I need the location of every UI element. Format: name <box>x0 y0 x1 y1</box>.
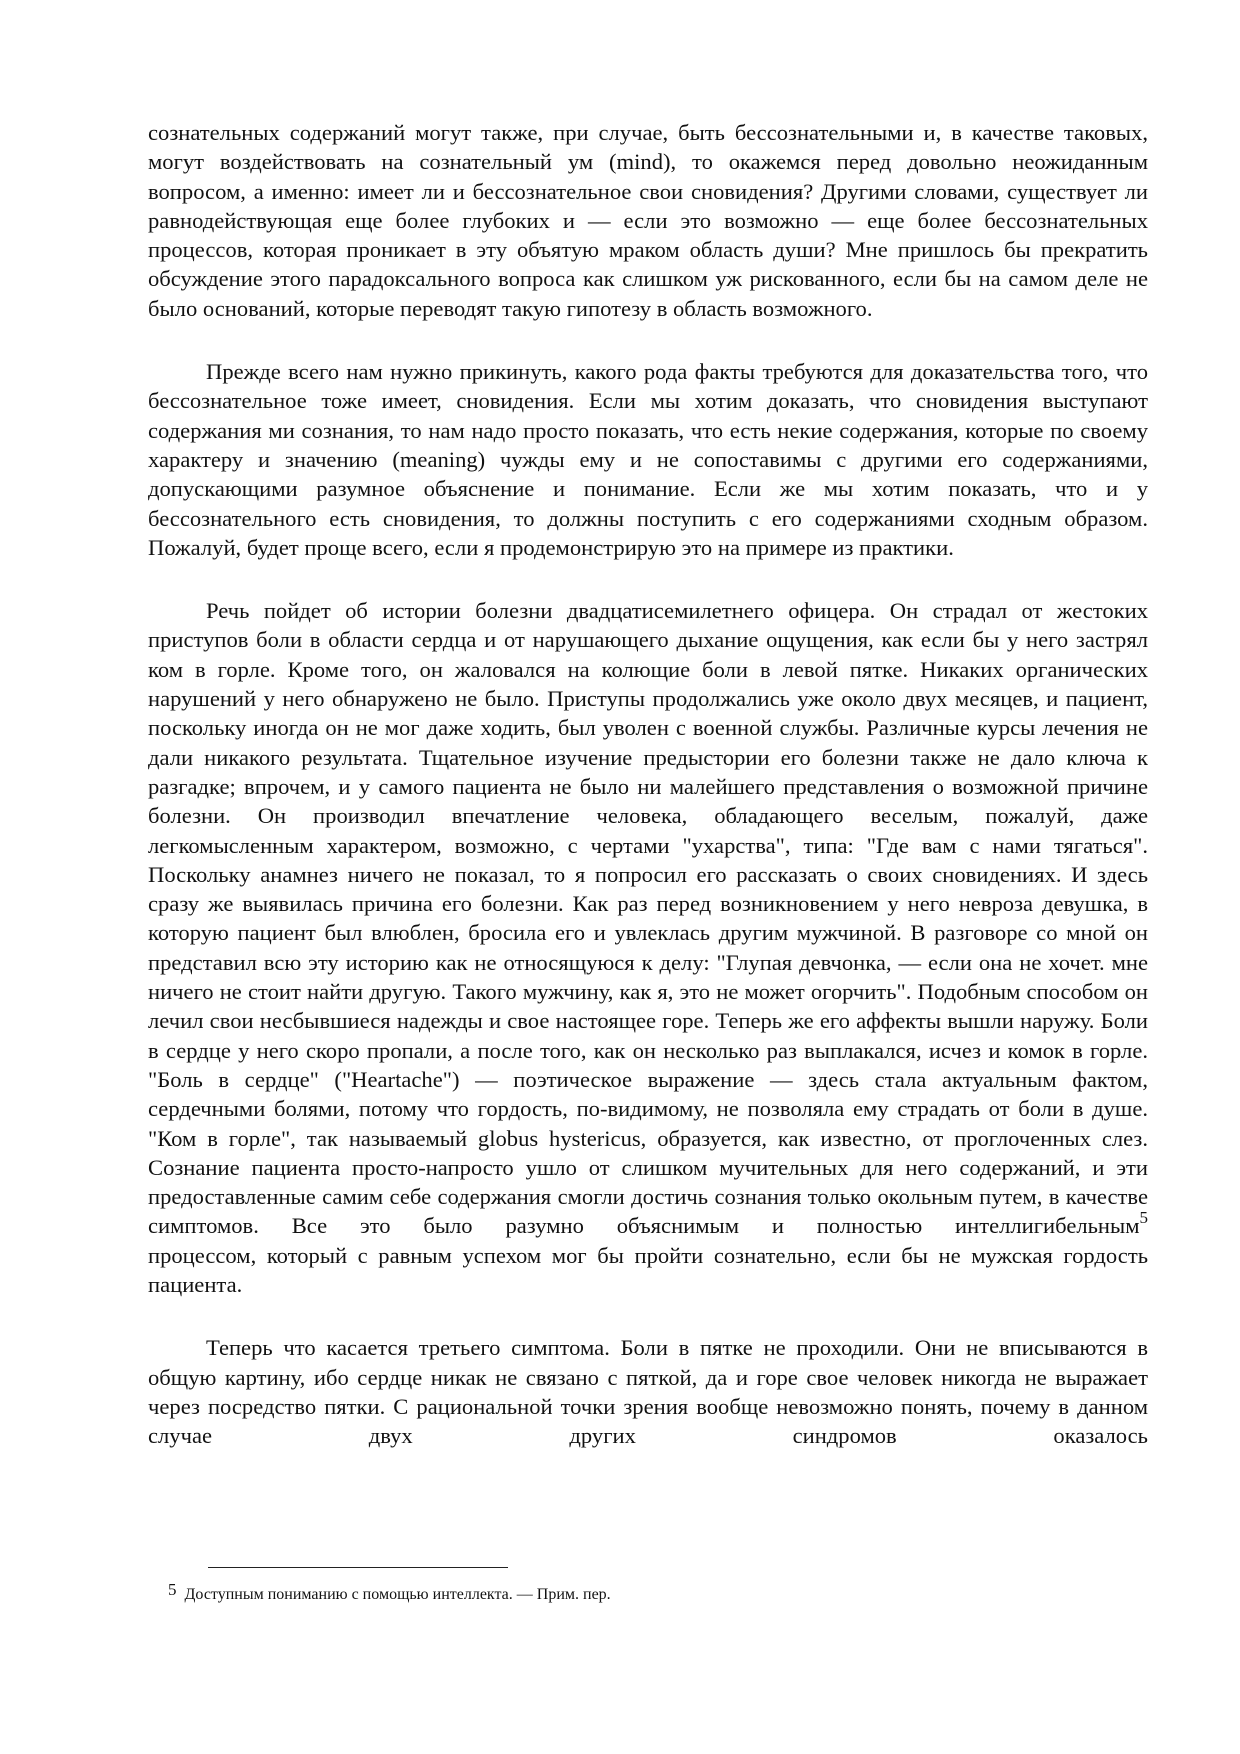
footnote-separator <box>208 1567 508 1568</box>
footnote-text: Доступным пониманию с помощью интеллекта. — Прим. пер. <box>184 1586 611 1603</box>
footnote-number: 5 <box>168 1580 177 1599</box>
paragraph-3-continuation: процессом, который с равным успехом мог бы пройти сознательно, если бы не мужская гордость пациента. <box>148 1242 1148 1297</box>
paragraph-3 <box>148 596 1148 1241</box>
paragraph-2: Прежде всего нам нужно прикинуть, какого рода факты требуются для доказательства того, что бессознательное тоже имеет, сновидения. Если мы хотим доказать, что сновидения выступают содержания ми сознания, то нам надо просто показать, что есть некие содержания, которые по своему характеру и значению (meaning) чужды ему и не сопоставимы с другими его содержаниями, допускающими разумное объяснение и понимание. Если же мы хотим показать, что и у бессознательного есть сновидения, то должны поступить с его содержаниями сходным образом. Пожалуй, будет проще всего, если я продемонстрирую это на примере из практики. <box>148 359 1148 560</box>
paragraph-3-text: Речь пойдет об истории болезни двадцатисемилетнего офицера. Он страдал от жестоких приступов боли в области сердца и от нарушающего дыхание ощущения, как если бы у него застрял ком в горле. Кроме того, он жаловался на колющие боли в левой пятке. Никаких органических нарушений у него обнаружено не было. Приступы продолжались уже около двух месяцев, и пациент, поскольку иногда он не мог даже ходить, был уволен с военной службы. Различные курсы лечения не дали никакого результата. Тщательное изучение предыстории его болезни также не дало ключа к разгадке; впрочем, и у самого пациента не было ни малейшего представления о возможной причине болезни. Он производил впечатление человека, обладающего веселым, пожалуй, даже легкомысленным характером, возможно, с чертами "ухарства", типа: "Где вам с нами тягаться". Поскольку анамнез ничего не показал, то я попросил его рассказать о своих сновидениях. И здесь сразу же выявилась причина его болезни. Как раз перед возникновением у него невроза девушка, в которую пациент был влюблен, бросила его и увлеклась другим мужчиной. В разговоре со мной он представил всю эту историю как не относящуюся к делу: "Глупая девчонка, — если она не хочет. мне ничего не стоит найти другую. Такого мужчину, как я, это не может огорчить". Подобным способом он лечил свои несбывшиеся надежды и свое настоящее горе. Теперь же его аффекты вышли наружу. Боли в сердце у него скоро пропали, а после того, как он несколько раз выплакался, исчез и комок в горле. "Боль в сердце" ("Heartache") — поэтическое выражение — здесь стала актуальным фактом, сердечными болями, потому что гордость, по-видимому, не позволяла ему страдать от боли в душе. "Ком в горле", так называемый globus hystericus, образуется, как известно, от проглоченных слез. Сознание пациента просто-напросто ушло от слишком мучительных для него содержаний, и эти предоставленные самим себе содержания смогли достичь сознания только окольным путем, в качестве симптомов. Все это было разумно объяснимым и полностью интеллигибельным <box>148 598 1148 1239</box>
paragraph-1: сознательных содержаний могут также, при случае, быть бессознательными и, в качестве таковых, могут воздействовать на сознательный ум (mind), то окажемся перед довольно неожиданным вопросом, а именно: имеет ли и бессознательное свои сновидения? Другими словами, существует ли равнодействующая еще более глубоких и — если это возможно — еще более бессознательных процессов, которая проникает в эту объятую мраком область души? Мне пришлось бы прекратить обсуждение этого парадоксального вопроса как слишком уж рискованного, если бы на самом деле не было оснований, которые переводят такую гипотезу в область возможного. <box>148 120 1148 321</box>
body-text <box>148 118 1148 1450</box>
footnote <box>168 1580 1128 1605</box>
paragraph-4: Теперь что касается третьего симптома. Боли в пятке не проходили. Они не вписываются в общую картину, ибо сердце никак не связано с пяткой, да и горе свое человек никогда не выражает через посредство пятки. С рациональной точки зрения вообще невозможно понять, почему в данном случае двух других синдромов оказалось <box>148 1335 1148 1449</box>
footnote-reference[interactable]: 5 <box>1139 1208 1148 1228</box>
